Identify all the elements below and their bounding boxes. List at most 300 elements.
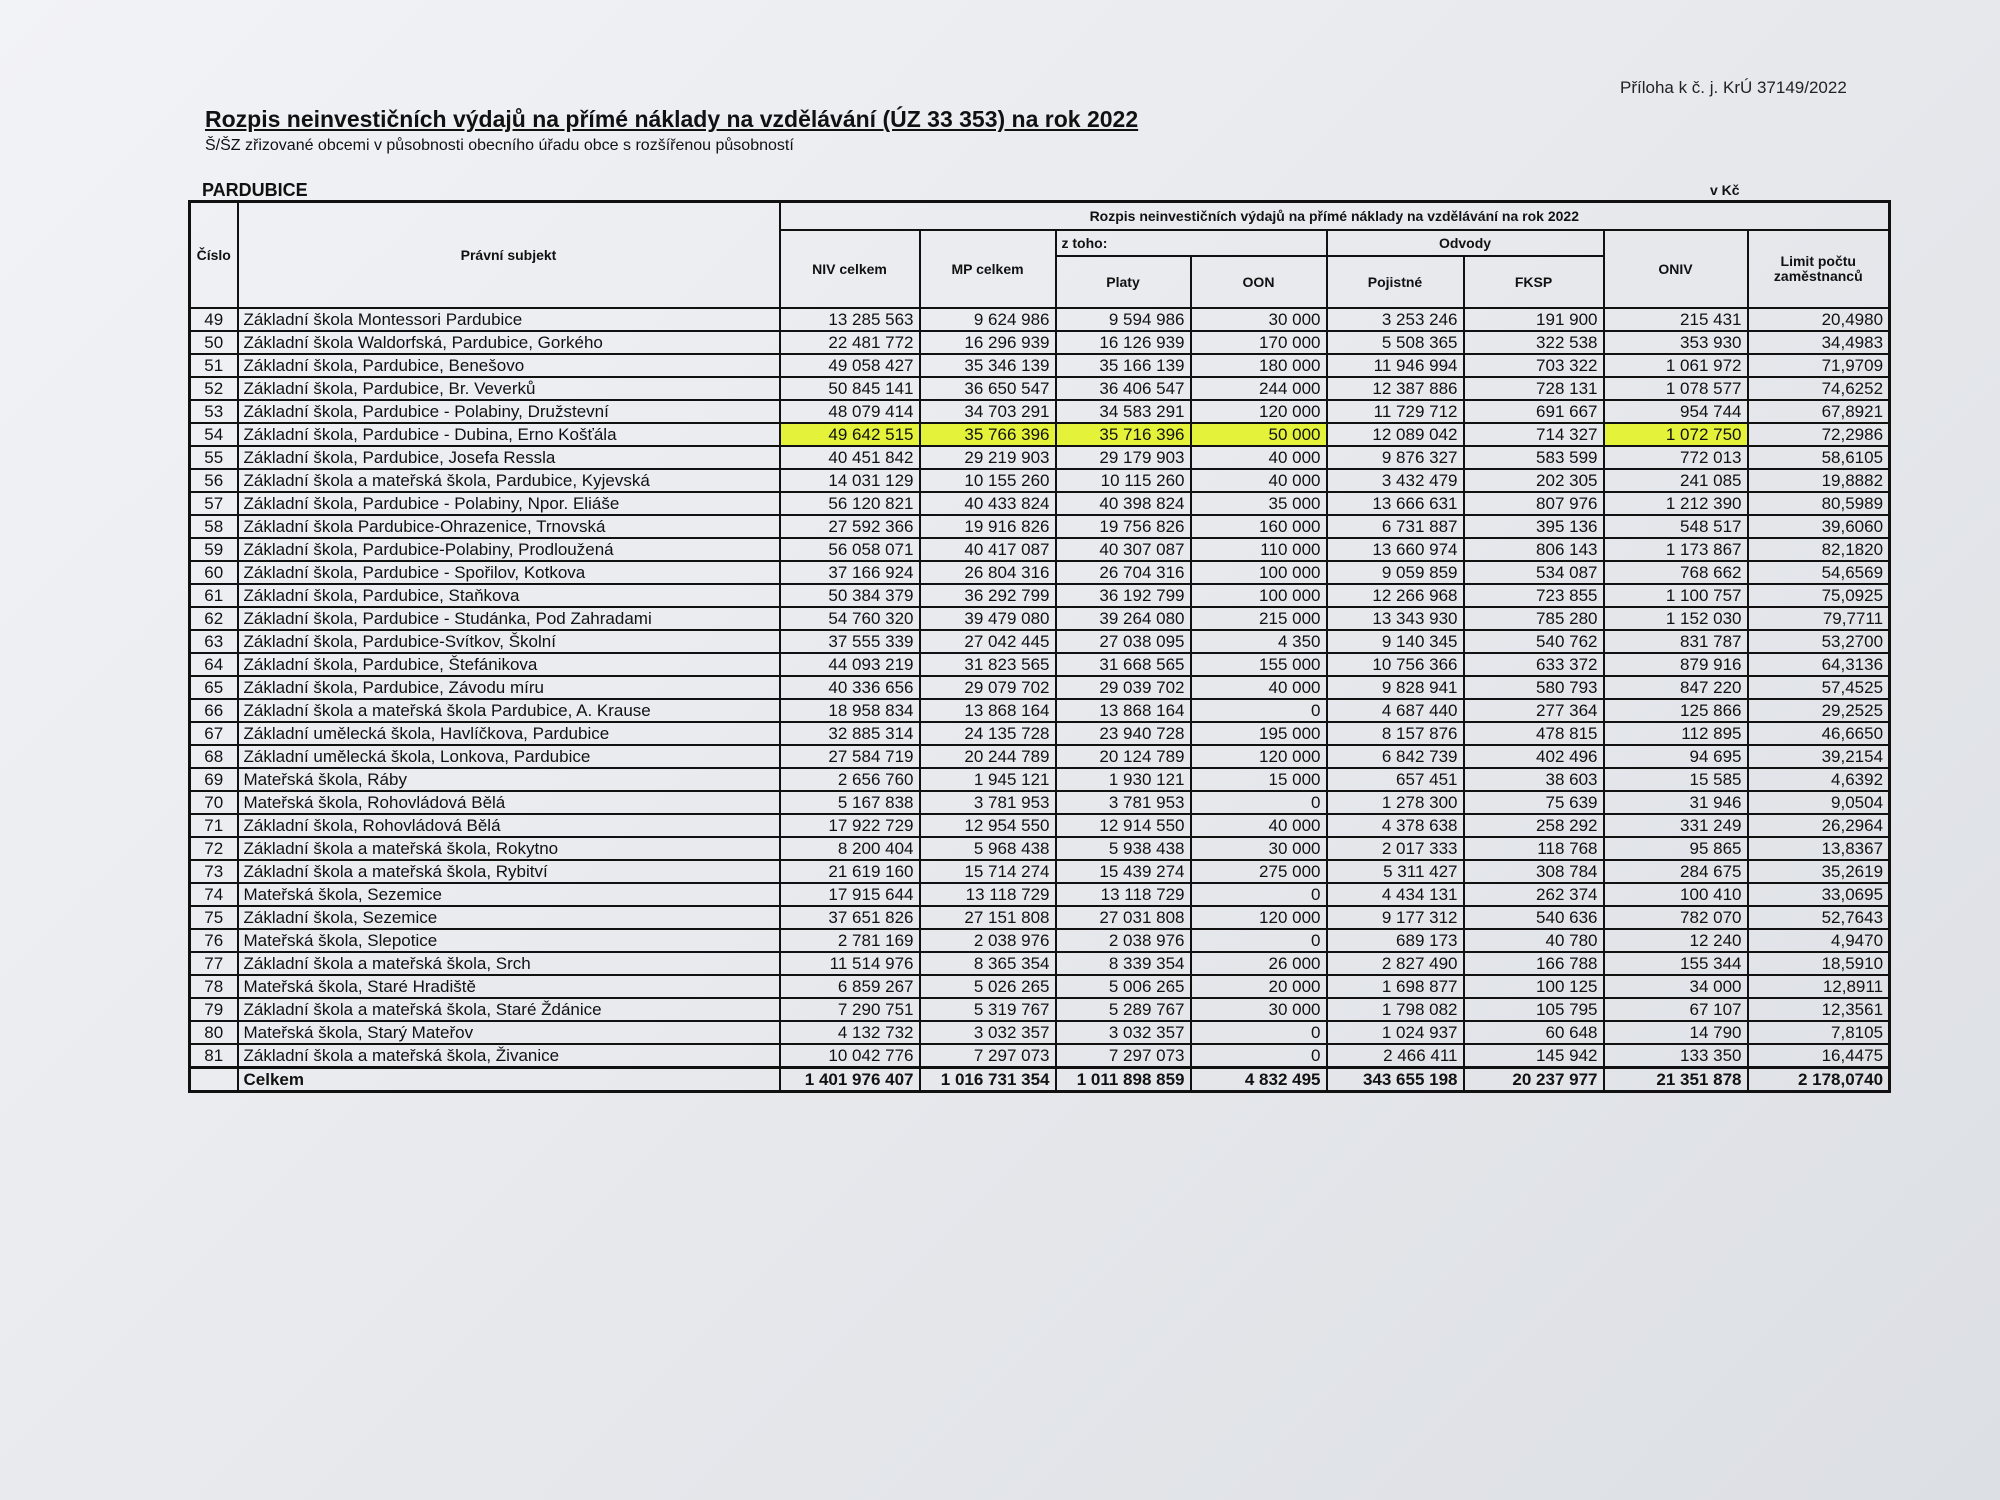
row-number: 58	[190, 515, 238, 538]
row-pojistne: 6 842 739	[1327, 745, 1464, 768]
row-fksp: 714 327	[1464, 423, 1604, 446]
row-number: 52	[190, 377, 238, 400]
row-oon: 0	[1191, 1021, 1327, 1044]
row-pojistne: 13 666 631	[1327, 492, 1464, 515]
row-number: 49	[190, 308, 238, 331]
row-oniv: 112 895	[1604, 722, 1748, 745]
row-oon: 40 000	[1191, 469, 1327, 492]
table-row	[190, 377, 1890, 400]
row-platy: 36 406 547	[1056, 377, 1191, 400]
row-fksp: 258 292	[1464, 814, 1604, 837]
row-subject: Základní škola, Rohovládová Bělá	[238, 814, 780, 837]
row-platy: 7 297 073	[1056, 1044, 1191, 1068]
row-pojistne: 9 059 859	[1327, 561, 1464, 584]
row-limit: 33,0695	[1748, 883, 1890, 906]
row-mp: 1 945 121	[920, 768, 1056, 791]
row-oniv: 155 344	[1604, 952, 1748, 975]
row-oon: 4 350	[1191, 630, 1327, 653]
row-number: 75	[190, 906, 238, 929]
row-limit: 82,1820	[1748, 538, 1890, 561]
row-fksp: 534 087	[1464, 561, 1604, 584]
document-title: Rozpis neinvestičních výdajů na přímé náklady na vzdělávání (ÚZ 33 353) na rok 2022	[205, 106, 1139, 132]
table-row	[190, 814, 1890, 837]
row-pojistne: 6 731 887	[1327, 515, 1464, 538]
row-oniv: 847 220	[1604, 676, 1748, 699]
row-niv: 10 042 776	[780, 1044, 920, 1068]
row-fksp: 728 131	[1464, 377, 1604, 400]
row-subject: Základní škola Pardubice-Ohrazenice, Trnovská	[238, 515, 780, 538]
row-mp: 31 823 565	[920, 653, 1056, 676]
row-number: 61	[190, 584, 238, 607]
row-fksp: 478 815	[1464, 722, 1604, 745]
row-fksp: 75 639	[1464, 791, 1604, 814]
row-oon: 100 000	[1191, 561, 1327, 584]
row-oon: 110 000	[1191, 538, 1327, 561]
row-oniv: 15 585	[1604, 768, 1748, 791]
row-oniv: 1 173 867	[1604, 538, 1748, 561]
row-oon: 120 000	[1191, 906, 1327, 929]
row-pojistne: 13 343 930	[1327, 607, 1464, 630]
row-subject: Základní škola a mateřská škola, Rokytno	[238, 837, 780, 860]
row-fksp: 402 496	[1464, 745, 1604, 768]
row-oon: 180 000	[1191, 354, 1327, 377]
row-niv: 13 285 563	[780, 308, 920, 331]
row-oon: 30 000	[1191, 837, 1327, 860]
table-row	[190, 308, 1890, 331]
row-subject: Mateřská škola, Slepotice	[238, 929, 780, 952]
row-niv: 11 514 976	[780, 952, 920, 975]
table-row	[190, 653, 1890, 676]
row-limit: 13,8367	[1748, 837, 1890, 860]
row-fksp: 145 942	[1464, 1044, 1604, 1068]
row-platy: 5 006 265	[1056, 975, 1191, 998]
row-pojistne: 2 827 490	[1327, 952, 1464, 975]
table-row	[190, 837, 1890, 860]
row-oon: 275 000	[1191, 860, 1327, 883]
row-mp: 5 968 438	[920, 837, 1056, 860]
row-fksp: 118 768	[1464, 837, 1604, 860]
row-pojistne: 1 024 937	[1327, 1021, 1464, 1044]
row-limit: 26,2964	[1748, 814, 1890, 837]
row-niv: 44 093 219	[780, 653, 920, 676]
table-row	[190, 354, 1890, 377]
row-platy: 40 307 087	[1056, 538, 1191, 561]
row-subject: Mateřská škola, Rohovládová Bělá	[238, 791, 780, 814]
row-oniv: 215 431	[1604, 308, 1748, 331]
header-oniv: ONIV	[1604, 230, 1748, 308]
row-platy: 40 398 824	[1056, 492, 1191, 515]
row-limit: 67,8921	[1748, 400, 1890, 423]
row-pojistne: 9 177 312	[1327, 906, 1464, 929]
row-oon: 15 000	[1191, 768, 1327, 791]
table-row	[190, 998, 1890, 1021]
table-row	[190, 400, 1890, 423]
row-number: 60	[190, 561, 238, 584]
row-limit: 18,5910	[1748, 952, 1890, 975]
row-mp: 24 135 728	[920, 722, 1056, 745]
row-pojistne: 5 508 365	[1327, 331, 1464, 354]
row-oniv: 782 070	[1604, 906, 1748, 929]
table-row	[190, 745, 1890, 768]
row-mp: 40 417 087	[920, 538, 1056, 561]
row-number: 80	[190, 1021, 238, 1044]
row-pojistne: 657 451	[1327, 768, 1464, 791]
table-row	[190, 423, 1890, 446]
row-niv: 5 167 838	[780, 791, 920, 814]
row-limit: 7,8105	[1748, 1021, 1890, 1044]
row-number: 63	[190, 630, 238, 653]
row-niv: 2 781 169	[780, 929, 920, 952]
row-limit: 20,4980	[1748, 308, 1890, 331]
row-platy: 10 115 260	[1056, 469, 1191, 492]
row-platy: 16 126 939	[1056, 331, 1191, 354]
row-limit: 53,2700	[1748, 630, 1890, 653]
total-niv: 1 401 976 407	[780, 1068, 920, 1092]
row-limit: 64,3136	[1748, 653, 1890, 676]
row-pojistne: 2 466 411	[1327, 1044, 1464, 1068]
row-pojistne: 2 017 333	[1327, 837, 1464, 860]
row-fksp: 105 795	[1464, 998, 1604, 1021]
row-subject: Základní škola, Pardubice, Staňkova	[238, 584, 780, 607]
row-mp: 27 151 808	[920, 906, 1056, 929]
row-platy: 26 704 316	[1056, 561, 1191, 584]
row-niv: 18 958 834	[780, 699, 920, 722]
row-oniv: 768 662	[1604, 561, 1748, 584]
row-limit: 57,4525	[1748, 676, 1890, 699]
row-subject: Základní umělecká škola, Havlíčkova, Pardubice	[238, 722, 780, 745]
row-platy: 29 179 903	[1056, 446, 1191, 469]
row-oon: 120 000	[1191, 745, 1327, 768]
row-pojistne: 5 311 427	[1327, 860, 1464, 883]
row-pojistne: 11 729 712	[1327, 400, 1464, 423]
currency-unit: v Kč	[1710, 182, 1740, 198]
row-pojistne: 1 798 082	[1327, 998, 1464, 1021]
row-pojistne: 4 378 638	[1327, 814, 1464, 837]
row-oon: 40 000	[1191, 676, 1327, 699]
row-oniv: 331 249	[1604, 814, 1748, 837]
row-subject: Základní škola a mateřská škola, Živanice	[238, 1044, 780, 1068]
row-number: 71	[190, 814, 238, 837]
total-pojistne: 343 655 198	[1327, 1068, 1464, 1092]
table-row	[190, 492, 1890, 515]
row-fksp: 277 364	[1464, 699, 1604, 722]
total-row	[190, 1068, 1890, 1092]
row-number: 66	[190, 699, 238, 722]
row-subject: Základní umělecká škola, Lonkova, Pardubice	[238, 745, 780, 768]
row-niv: 27 584 719	[780, 745, 920, 768]
row-limit: 46,6650	[1748, 722, 1890, 745]
row-pojistne: 13 660 974	[1327, 538, 1464, 561]
row-pojistne: 12 266 968	[1327, 584, 1464, 607]
row-pojistne: 1 698 877	[1327, 975, 1464, 998]
row-subject: Základní škola, Pardubice-Polabiny, Prodloužená	[238, 538, 780, 561]
total-platy: 1 011 898 859	[1056, 1068, 1191, 1092]
row-mp: 3 781 953	[920, 791, 1056, 814]
header-niv: NIV celkem	[780, 230, 920, 308]
row-platy: 9 594 986	[1056, 308, 1191, 331]
row-niv: 37 166 924	[780, 561, 920, 584]
row-number: 78	[190, 975, 238, 998]
row-limit: 80,5989	[1748, 492, 1890, 515]
row-number: 65	[190, 676, 238, 699]
table-body	[190, 308, 1890, 1092]
row-oniv: 284 675	[1604, 860, 1748, 883]
row-oniv: 1 061 972	[1604, 354, 1748, 377]
row-mp: 34 703 291	[920, 400, 1056, 423]
row-platy: 35 716 396	[1056, 423, 1191, 446]
table-row	[190, 975, 1890, 998]
row-number: 54	[190, 423, 238, 446]
row-oniv: 100 410	[1604, 883, 1748, 906]
row-subject: Základní škola a mateřská škola, Srch	[238, 952, 780, 975]
row-niv: 7 290 751	[780, 998, 920, 1021]
row-oon: 244 000	[1191, 377, 1327, 400]
row-fksp: 322 538	[1464, 331, 1604, 354]
row-subject: Základní škola, Pardubice, Benešovo	[238, 354, 780, 377]
row-oniv: 353 930	[1604, 331, 1748, 354]
table-row	[190, 584, 1890, 607]
city-label: PARDUBICE	[202, 180, 308, 200]
table-row	[190, 607, 1890, 630]
row-limit: 34,4983	[1748, 331, 1890, 354]
row-limit: 74,6252	[1748, 377, 1890, 400]
row-mp: 26 804 316	[920, 561, 1056, 584]
row-pojistne: 3 253 246	[1327, 308, 1464, 331]
table-row	[190, 515, 1890, 538]
row-platy: 12 914 550	[1056, 814, 1191, 837]
table-row	[190, 860, 1890, 883]
row-niv: 27 592 366	[780, 515, 920, 538]
table-row	[190, 1044, 1890, 1068]
row-subject: Mateřská škola, Starý Mateřov	[238, 1021, 780, 1044]
row-platy: 3 781 953	[1056, 791, 1191, 814]
row-niv: 22 481 772	[780, 331, 920, 354]
budget-table	[188, 200, 1891, 1093]
header-limit: Limit počtu zaměstnanců	[1748, 230, 1890, 308]
row-limit: 9,0504	[1748, 791, 1890, 814]
row-subject: Základní škola, Pardubice - Polabiny, Npor. Eliáše	[238, 492, 780, 515]
table-header	[190, 202, 1890, 309]
row-platy: 31 668 565	[1056, 653, 1191, 676]
row-oon: 215 000	[1191, 607, 1327, 630]
table-row	[190, 952, 1890, 975]
row-oniv: 133 350	[1604, 1044, 1748, 1068]
row-limit: 71,9709	[1748, 354, 1890, 377]
row-oniv: 94 695	[1604, 745, 1748, 768]
row-mp: 15 714 274	[920, 860, 1056, 883]
row-platy: 27 031 808	[1056, 906, 1191, 929]
row-oniv: 95 865	[1604, 837, 1748, 860]
row-number: 68	[190, 745, 238, 768]
table-row	[190, 906, 1890, 929]
header-group: Rozpis neinvestičních výdajů na přímé náklady na vzdělávání na rok 2022	[780, 202, 1890, 231]
row-fksp: 540 636	[1464, 906, 1604, 929]
row-number: 50	[190, 331, 238, 354]
row-oniv: 31 946	[1604, 791, 1748, 814]
row-oon: 30 000	[1191, 308, 1327, 331]
row-limit: 4,9470	[1748, 929, 1890, 952]
row-platy: 13 868 164	[1056, 699, 1191, 722]
row-oniv: 12 240	[1604, 929, 1748, 952]
row-number: 70	[190, 791, 238, 814]
row-subject: Základní škola, Pardubice, Josefa Ressla	[238, 446, 780, 469]
row-pojistne: 4 434 131	[1327, 883, 1464, 906]
row-oniv: 34 000	[1604, 975, 1748, 998]
row-oniv: 831 787	[1604, 630, 1748, 653]
row-mp: 29 079 702	[920, 676, 1056, 699]
row-niv: 40 336 656	[780, 676, 920, 699]
header-ztoho: z toho:	[1056, 230, 1327, 256]
row-limit: 35,2619	[1748, 860, 1890, 883]
row-oon: 0	[1191, 929, 1327, 952]
row-mp: 13 868 164	[920, 699, 1056, 722]
row-pojistne: 9 140 345	[1327, 630, 1464, 653]
row-mp: 5 319 767	[920, 998, 1056, 1021]
row-fksp: 633 372	[1464, 653, 1604, 676]
row-mp: 20 244 789	[920, 745, 1056, 768]
row-oon: 160 000	[1191, 515, 1327, 538]
row-oon: 170 000	[1191, 331, 1327, 354]
row-subject: Základní škola a mateřská škola, Staré Ždánice	[238, 998, 780, 1021]
row-niv: 49 642 515	[780, 423, 920, 446]
row-mp: 29 219 903	[920, 446, 1056, 469]
row-platy: 39 264 080	[1056, 607, 1191, 630]
row-oon: 0	[1191, 791, 1327, 814]
row-fksp: 540 762	[1464, 630, 1604, 653]
row-oon: 0	[1191, 1044, 1327, 1068]
row-fksp: 806 143	[1464, 538, 1604, 561]
row-fksp: 703 322	[1464, 354, 1604, 377]
row-fksp: 395 136	[1464, 515, 1604, 538]
row-pojistne: 8 157 876	[1327, 722, 1464, 745]
row-number: 74	[190, 883, 238, 906]
document-reference: Příloha k č. j. KrÚ 37149/2022	[1620, 78, 1847, 97]
row-number: 59	[190, 538, 238, 561]
row-fksp: 723 855	[1464, 584, 1604, 607]
row-limit: 12,3561	[1748, 998, 1890, 1021]
table-row	[190, 676, 1890, 699]
row-fksp: 308 784	[1464, 860, 1604, 883]
row-limit: 39,2154	[1748, 745, 1890, 768]
row-limit: 39,6060	[1748, 515, 1890, 538]
row-mp: 16 296 939	[920, 331, 1056, 354]
header-pojistne: Pojistné	[1327, 256, 1464, 308]
row-subject: Základní škola a mateřská škola, Pardubice, Kyjevská	[238, 469, 780, 492]
row-limit: 58,6105	[1748, 446, 1890, 469]
row-oniv: 125 866	[1604, 699, 1748, 722]
row-oon: 35 000	[1191, 492, 1327, 515]
row-oon: 120 000	[1191, 400, 1327, 423]
row-pojistne: 1 278 300	[1327, 791, 1464, 814]
row-mp: 10 155 260	[920, 469, 1056, 492]
row-fksp: 191 900	[1464, 308, 1604, 331]
row-platy: 5 289 767	[1056, 998, 1191, 1021]
row-number: 77	[190, 952, 238, 975]
row-number: 67	[190, 722, 238, 745]
total-fksp: 20 237 977	[1464, 1068, 1604, 1092]
row-mp: 36 292 799	[920, 584, 1056, 607]
row-niv: 40 451 842	[780, 446, 920, 469]
row-subject: Základní škola, Pardubice-Svítkov, Školní	[238, 630, 780, 653]
row-niv: 49 058 427	[780, 354, 920, 377]
row-platy: 8 339 354	[1056, 952, 1191, 975]
row-mp: 27 042 445	[920, 630, 1056, 653]
row-oon: 40 000	[1191, 814, 1327, 837]
row-limit: 52,7643	[1748, 906, 1890, 929]
row-pojistne: 10 756 366	[1327, 653, 1464, 676]
row-limit: 54,6569	[1748, 561, 1890, 584]
document-subtitle: Š/ŠZ zřizované obcemi v působnosti obecního úřadu obce s rozšířenou působností	[205, 137, 794, 154]
row-niv: 2 656 760	[780, 768, 920, 791]
row-platy: 1 930 121	[1056, 768, 1191, 791]
row-number: 79	[190, 998, 238, 1021]
row-mp: 9 624 986	[920, 308, 1056, 331]
row-fksp: 785 280	[1464, 607, 1604, 630]
row-platy: 19 756 826	[1056, 515, 1191, 538]
row-pojistne: 4 687 440	[1327, 699, 1464, 722]
row-number: 72	[190, 837, 238, 860]
row-oon: 0	[1191, 699, 1327, 722]
table-row	[190, 561, 1890, 584]
row-mp: 35 346 139	[920, 354, 1056, 377]
row-oniv: 67 107	[1604, 998, 1748, 1021]
row-niv: 50 384 379	[780, 584, 920, 607]
row-number: 73	[190, 860, 238, 883]
table-row	[190, 791, 1890, 814]
header-subject: Právní subjekt	[238, 202, 780, 309]
table-row	[190, 1021, 1890, 1044]
row-subject: Mateřská škola, Staré Hradiště	[238, 975, 780, 998]
table-row	[190, 768, 1890, 791]
row-fksp: 60 648	[1464, 1021, 1604, 1044]
row-limit: 75,0925	[1748, 584, 1890, 607]
row-platy: 20 124 789	[1056, 745, 1191, 768]
row-mp: 40 433 824	[920, 492, 1056, 515]
row-niv: 54 760 320	[780, 607, 920, 630]
table-row	[190, 722, 1890, 745]
row-mp: 35 766 396	[920, 423, 1056, 446]
row-fksp: 580 793	[1464, 676, 1604, 699]
header-number: Číslo	[190, 202, 238, 309]
row-mp: 2 038 976	[920, 929, 1056, 952]
header-platy: Platy	[1056, 256, 1191, 308]
total-label: Celkem	[238, 1068, 780, 1092]
row-subject: Základní škola, Sezemice	[238, 906, 780, 929]
row-number: 69	[190, 768, 238, 791]
row-oniv: 954 744	[1604, 400, 1748, 423]
row-fksp: 583 599	[1464, 446, 1604, 469]
table-row	[190, 929, 1890, 952]
row-oon: 0	[1191, 883, 1327, 906]
row-fksp: 40 780	[1464, 929, 1604, 952]
row-mp: 13 118 729	[920, 883, 1056, 906]
row-oniv: 1 212 390	[1604, 492, 1748, 515]
row-number: 62	[190, 607, 238, 630]
row-niv: 37 555 339	[780, 630, 920, 653]
row-number: 56	[190, 469, 238, 492]
row-niv: 56 120 821	[780, 492, 920, 515]
row-oon: 30 000	[1191, 998, 1327, 1021]
row-platy: 3 032 357	[1056, 1021, 1191, 1044]
row-fksp: 262 374	[1464, 883, 1604, 906]
total-oniv: 21 351 878	[1604, 1068, 1748, 1092]
row-oniv: 241 085	[1604, 469, 1748, 492]
row-subject: Základní škola, Pardubice, Štefánikova	[238, 653, 780, 676]
row-subject: Základní škola Waldorfská, Pardubice, Gorkého	[238, 331, 780, 354]
row-mp: 5 026 265	[920, 975, 1056, 998]
row-niv: 50 845 141	[780, 377, 920, 400]
row-pojistne: 689 173	[1327, 929, 1464, 952]
